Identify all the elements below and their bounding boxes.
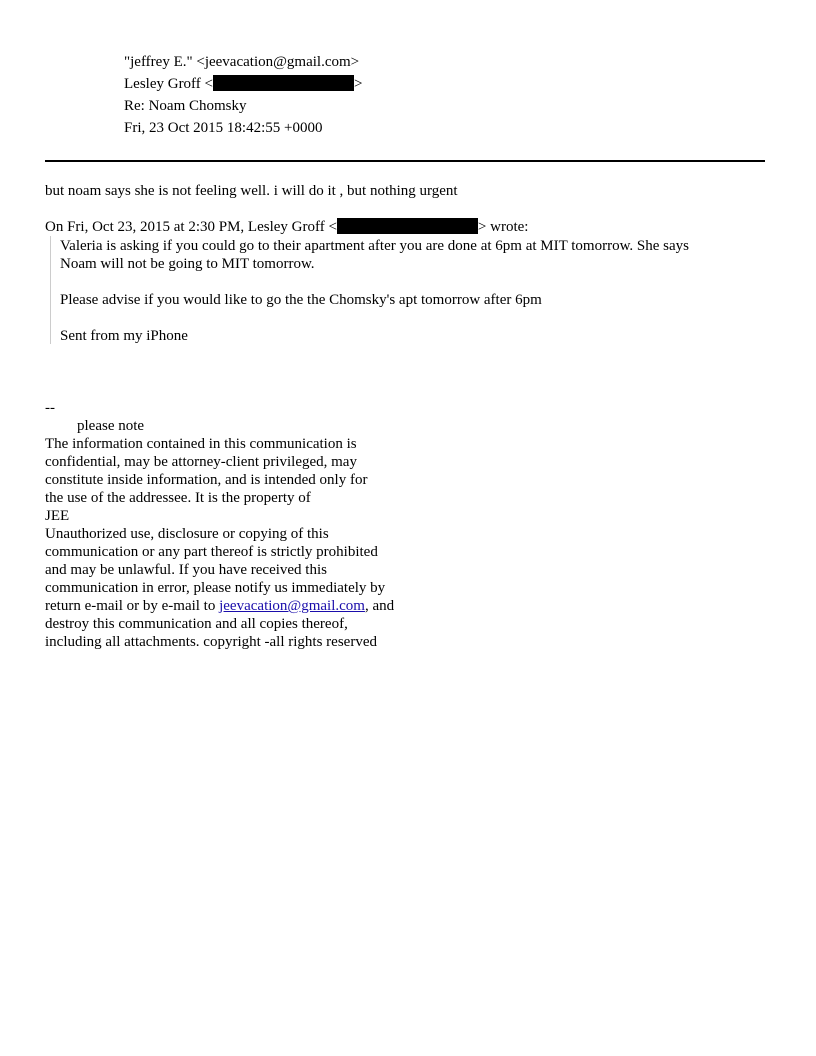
disclaimer-line: JEE [45,508,70,524]
email-link[interactable]: jeevacation@gmail.com [219,598,365,614]
disclaimer-line: including all attachments. copyright -all rights reserved [45,634,377,650]
quoted-line: Please advise if you would like to go the the Chomsky's apt tomorrow after 6pm [60,292,542,308]
disclaimer-line: communication or any part thereof is strictly prohibited [45,544,378,560]
attribution-prefix: On Fri, Oct 23, 2015 at 2:30 PM, Lesley Groff < [45,219,337,235]
to-close: > [354,76,363,92]
disclaimer-line: The information contained in this communication is [45,436,357,452]
redaction-box [337,218,478,234]
to-value [124,75,362,93]
disclaimer-line: the use of the addressee. It is the property of [45,490,311,506]
quote-attribution [45,218,528,236]
to-name: Lesley Groff < [124,76,213,92]
disclaimer-line: and may be unlawful. If you have received this [45,562,327,578]
from-value: "jeffrey E." <jeevacation@gmail.com> [124,54,360,70]
return-prefix: return e-mail or by e-mail to [45,598,220,614]
date-value: Fri, 23 Oct 2015 18:42:55 +0000 [124,120,323,136]
attribution-suffix: > wrote: [477,219,529,235]
disclaimer-line: constitute inside information, and is intended only for [45,472,368,488]
signature-separator: -- [45,400,55,416]
quoted-message [50,236,751,344]
quoted-signoff: Sent from my iPhone [60,328,188,344]
disclaimer-line: Unauthorized use, disclosure or copying of this [45,526,329,542]
disclaimer-line: destroy this communication and all copies thereof, [45,616,348,632]
subject-value: Re: Noam Chomsky [124,98,247,114]
quoted-line: Noam will not be going to MIT tomorrow. [60,256,315,272]
disclaimer-line [45,597,394,615]
quoted-line: Valeria is asking if you could go to their apartment after you are done at 6pm at MIT tomorrow. She says [60,238,690,254]
reply-text: but noam says she is not feeling well. i will do it , but nothing urgent [45,183,458,199]
disclaimer-line: communication in error, please notify us immediately by [45,580,386,596]
header-divider [45,160,765,162]
disclaimer-line: confidential, may be attorney-client privileged, may [45,454,357,470]
redaction-box [213,75,354,91]
return-suffix: , and [364,598,395,614]
signature-note: please note [77,418,145,434]
